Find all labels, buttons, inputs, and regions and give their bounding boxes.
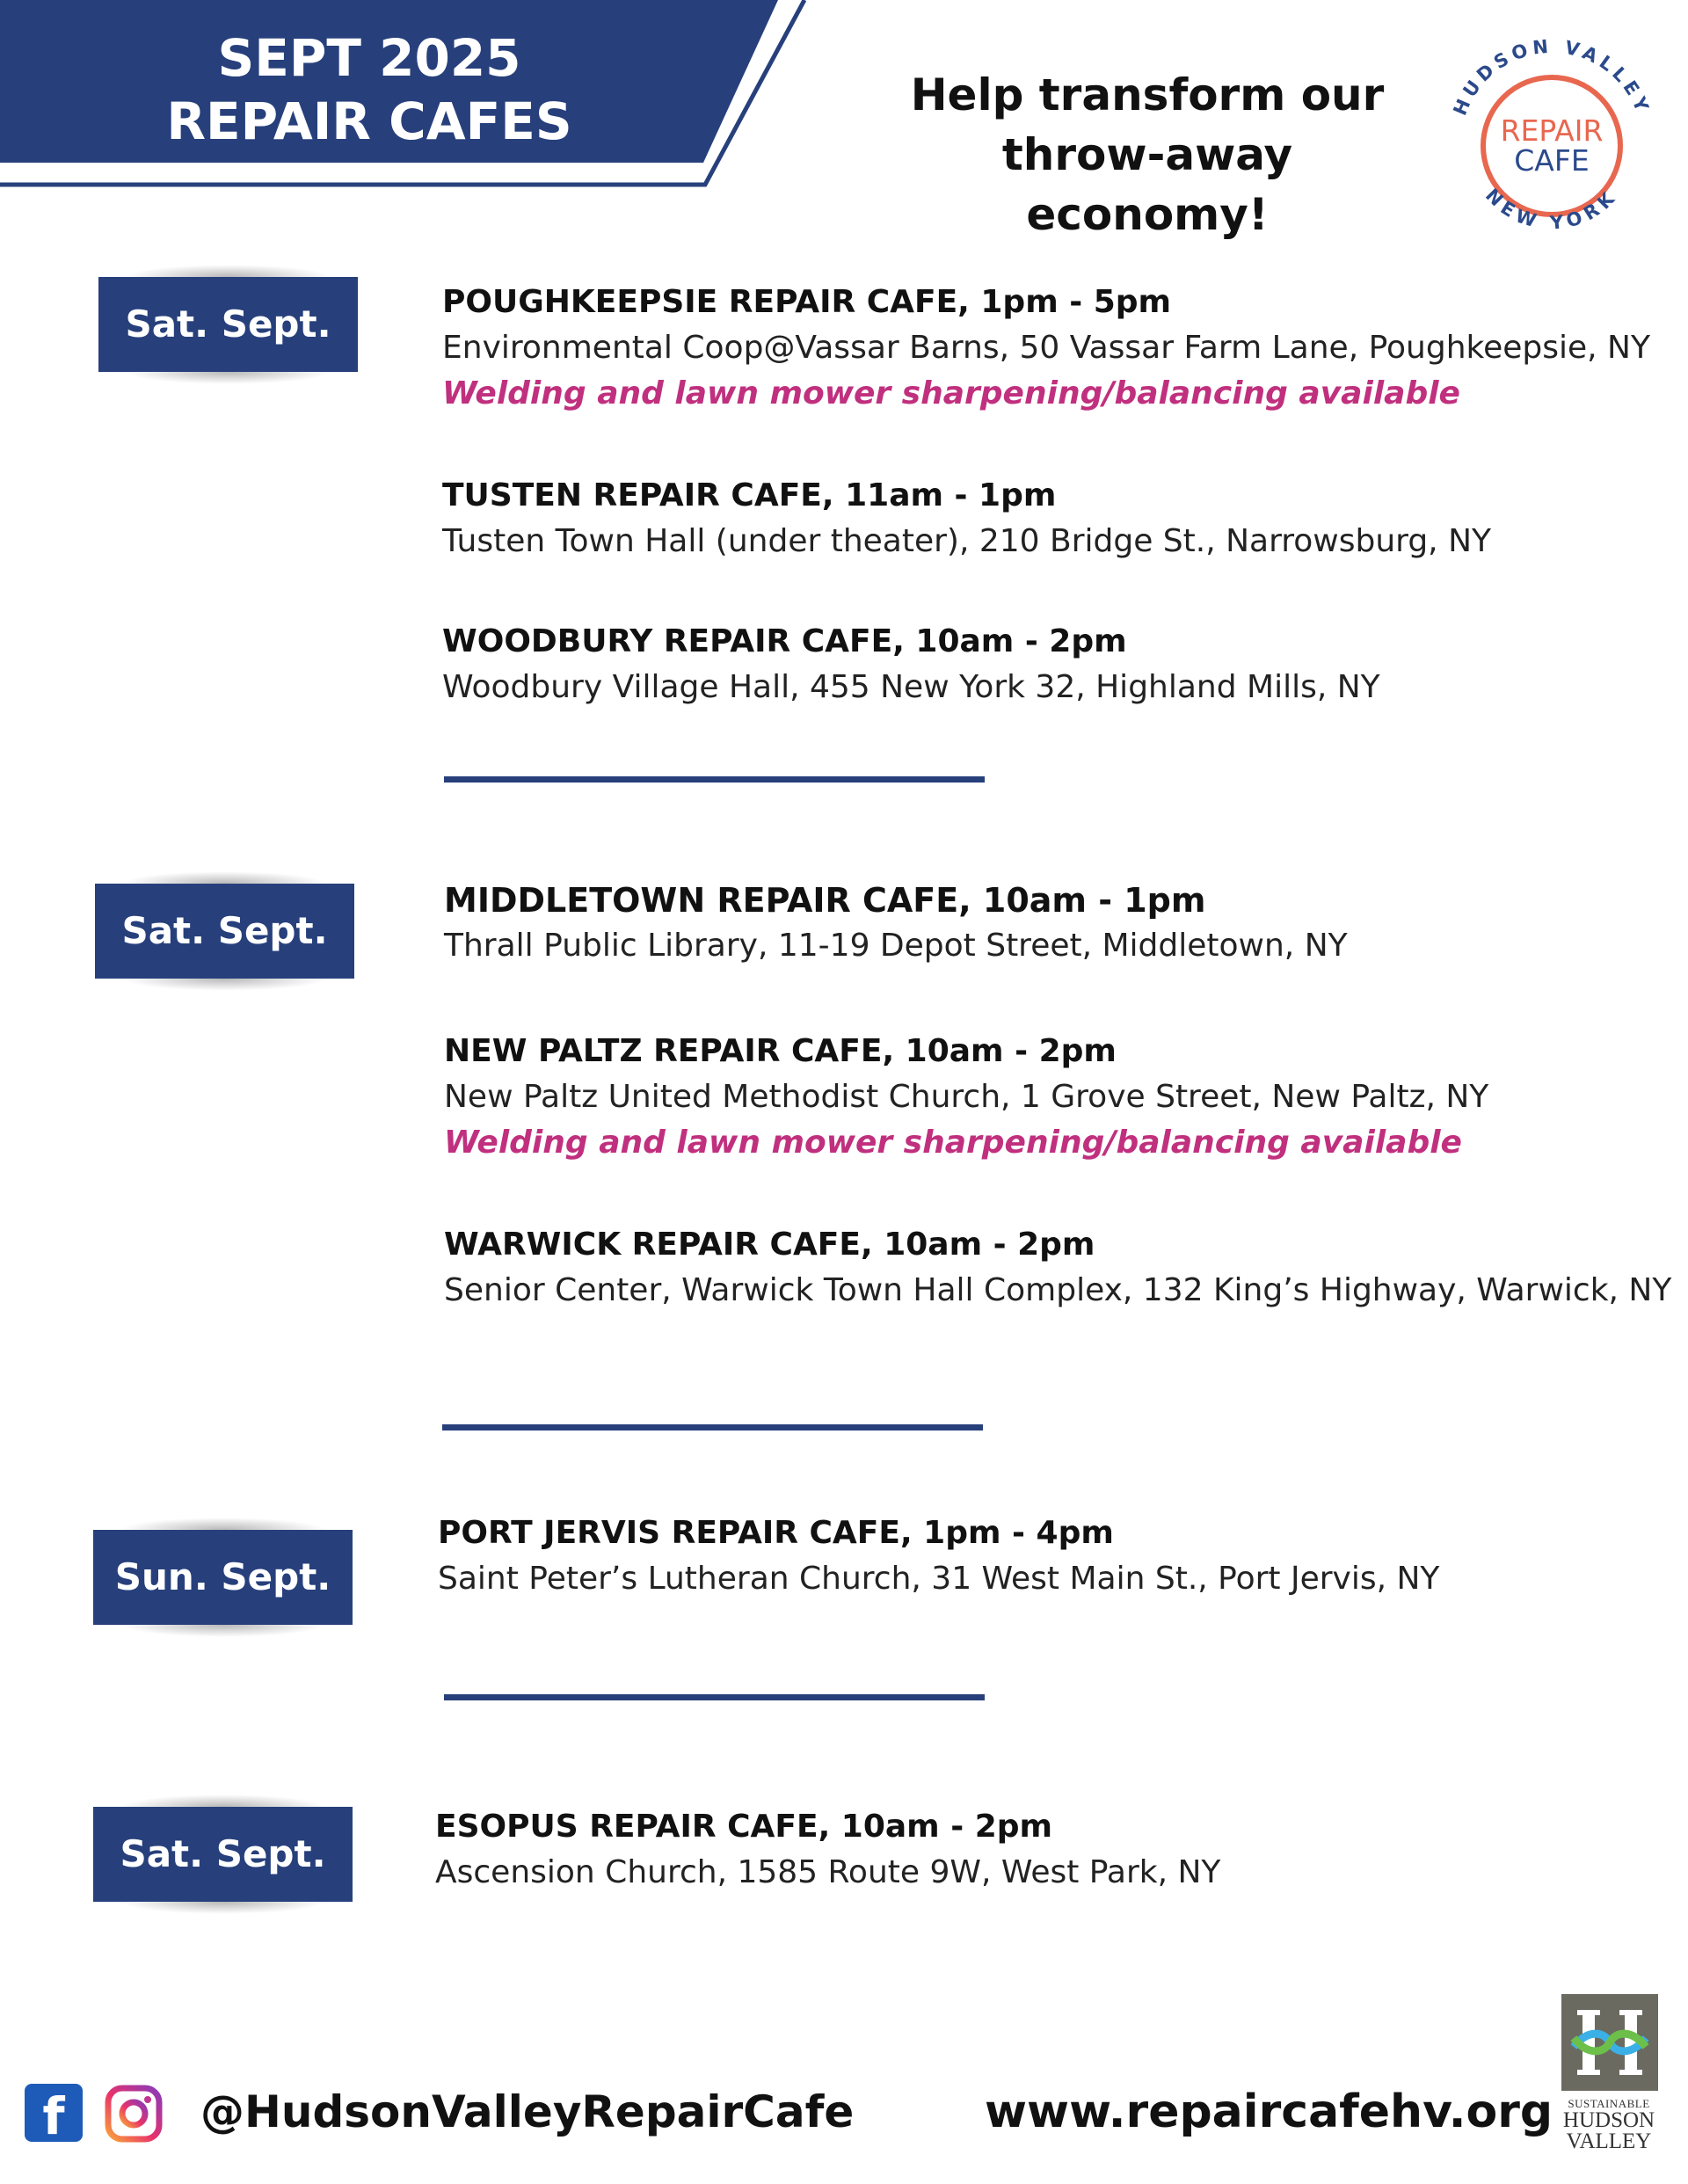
event-title: MIDDLETOWN REPAIR CAFE, 10am - 1pm	[444, 881, 1206, 920]
event-address: Ascension Church, 1585 Route 9W, West Park, NY	[435, 1854, 1221, 1890]
event-new-paltz	[444, 1029, 1488, 1166]
date-badge-sept-20: Sat. Sept. 20	[95, 884, 354, 979]
date-badge-sept-13: Sat. Sept. 13	[98, 277, 358, 372]
event-poughkeepsie	[442, 280, 1650, 417]
event-address: New Paltz United Methodist Church, 1 Grove Street, New Paltz, NY	[444, 1079, 1489, 1115]
header-title-line1: SEPT 2025	[217, 28, 521, 88]
event-esopus	[435, 1804, 1220, 1896]
shv-valley: VALLEY	[1566, 2129, 1652, 2153]
instagram-icon[interactable]	[104, 2084, 164, 2144]
section-divider	[442, 1424, 983, 1431]
header-title-line2: REPAIR CAFES	[166, 91, 572, 151]
logo-word-cafe: CAFE	[1514, 143, 1590, 178]
header-title	[0, 26, 738, 153]
event-tusten	[442, 473, 1491, 564]
section-divider	[444, 1694, 985, 1700]
event-middletown	[444, 877, 1348, 969]
social-handle[interactable]: @HudsonValleyRepairCafe	[200, 2086, 855, 2137]
event-woodbury	[442, 619, 1380, 710]
event-address: Tusten Town Hall (under theater), 210 Bridge St., Narrowsburg, NY	[442, 523, 1491, 559]
tagline-line1: Help transform our	[910, 69, 1385, 120]
section-divider	[444, 776, 985, 783]
shv-hudson: HUDSON	[1562, 2108, 1655, 2132]
tagline	[879, 65, 1415, 244]
event-title: PORT JERVIS REPAIR CAFE, 1pm - 4pm	[438, 1515, 1114, 1551]
shv-hudson-valley	[1556, 2110, 1662, 2152]
event-title: NEW PALTZ REPAIR CAFE, 10am - 2pm	[444, 1033, 1117, 1069]
event-address: Thrall Public Library, 11-19 Depot Street, Middletown, NY	[444, 928, 1348, 964]
facebook-icon[interactable]: f	[25, 2084, 83, 2142]
website-link[interactable]: www.repaircafehv.org	[985, 2086, 1553, 2138]
date-badge-sept-27: Sat. Sept. 27	[93, 1807, 353, 1902]
event-port-jervis	[438, 1511, 1439, 1602]
tagline-line2: throw-away economy!	[1001, 129, 1293, 240]
logo-arc-top: HUDSON VALLEY	[1449, 35, 1655, 119]
svg-text:NEW YORK	[1481, 185, 1622, 234]
event-note: Welding and lawn mower sharpening/balancing available	[442, 375, 1460, 411]
event-title: WOODBURY REPAIR CAFE, 10am - 2pm	[442, 623, 1127, 659]
date-badge-sept-21: Sun. Sept. 21	[93, 1530, 353, 1625]
shv-logo-mark	[1561, 1994, 1658, 2091]
shv-sustainable: SUSTAINABLE	[1568, 2097, 1650, 2110]
event-title: WARWICK REPAIR CAFE, 10am - 2pm	[444, 1227, 1095, 1263]
event-title: ESOPUS REPAIR CAFE, 10am - 2pm	[435, 1809, 1053, 1845]
logo-arc-bottom: NEW YORK	[1481, 184, 1623, 234]
event-warwick	[444, 1222, 1671, 1314]
event-address: Senior Center, Warwick Town Hall Complex, 132 King’s Highway, Warwick, NY	[444, 1272, 1672, 1308]
repair-cafe-logo	[1442, 33, 1662, 253]
sustainable-hudson-valley-logo	[1556, 1994, 1662, 2152]
event-title: TUSTEN REPAIR CAFE, 11am - 1pm	[442, 477, 1057, 513]
event-title: POUGHKEEPSIE REPAIR CAFE, 1pm - 5pm	[442, 284, 1172, 320]
logo-word-repair: REPAIR	[1500, 113, 1604, 148]
event-address: Woodbury Village Hall, 455 New York 32, Highland Mills, NY	[442, 669, 1380, 705]
event-address: Saint Peter’s Lutheran Church, 31 West Main St., Port Jervis, NY	[438, 1561, 1440, 1597]
event-address: Environmental Coop@Vassar Barns, 50 Vassar Farm Lane, Poughkeepsie, NY	[442, 330, 1650, 366]
shv-h-icon	[1561, 1994, 1658, 2091]
event-note: Welding and lawn mower sharpening/balancing available	[444, 1125, 1462, 1161]
